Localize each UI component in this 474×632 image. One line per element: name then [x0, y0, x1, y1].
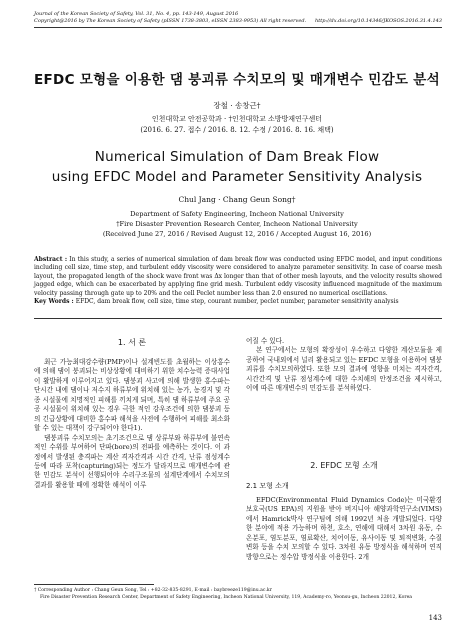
english-affiliation-1: Department of Safety Engineering, Incheon National University — [130, 210, 344, 218]
abstract-rule — [34, 318, 442, 319]
right-column-top — [246, 337, 442, 394]
footnote — [34, 588, 442, 601]
doi-link[interactable]: http://dx.doi.org/10.14346/JKOSOS.2016.31.4.143 — [315, 18, 442, 24]
intro-continuation: 어질 수 있다. — [246, 337, 285, 345]
journal-header-line2: Copyright@2016 by The Korean Society of Safety (pISSN 1738-3803, eISSN 2383-9953) All right reserved. — [34, 18, 307, 24]
korean-title: EFDC 모형을 이용한 댐 붕괴류 수치모의 및 매개변수 민감도 분석 — [34, 72, 440, 88]
abstract-label: Abstract : — [34, 256, 68, 263]
journal-header — [34, 11, 442, 25]
abstract — [34, 256, 442, 306]
intro-paragraph-1: 최근 가능최대강수량(PMP)이나 설계빈도를 초월하는 이상홍수에 의해 댐이 붕괴되는 비상상황에 대비하기 위한 치수능력 증대사업이 활발하게 이루어지고 있다. 댐붕괴 사고에 의해 발생한 홍수파는 단시간 내에 댐이나 저수지 하류부에 위치해 있는 농가, 농경지 및 각종 시설물에 치명적인 피해를 끼치게 되며, 특히 댐 하류부에 주요 공공 시설물이 위치해 있는 경우 극한 적인 강우조건에 의한 댐붕괴 등의 긴급상황에 대비한 홍수파 해석을 사전에 수행하여 피해를 최소화 할 수 있는 대책이 강구되어야 한다1). — [34, 358, 230, 433]
keywords-label: Key Words : — [34, 298, 74, 306]
page-number: 143 — [428, 614, 442, 622]
abstract-text: In this study, a series of numerical simulation of dam break flow was conducted using EFDC model, and input conditions including cell size, time step, and turbulent eddy viscosity were considered to analyze parameter sensitivity. In case of coarse mesh layout, the propagated length of the shock wave front was Δx longer than that of other mesh layouts, and the velocity results showed jagged edge, which can be exacerbated by applying fine grid mesh. Turbulent eddy viscosity influenced magnitude of the maximum velocity passing through gate up to 20% and the cell Peclet number less than 2.0 ensured no numerical oscillations. — [34, 256, 442, 297]
footnote-rule — [34, 584, 154, 585]
footnote-line2: Fire Disaster Prevention Research Center, Department of Safety Engineering, Incheon National University, 119, Academy-ro, Yeonsu-gu, Incheon 22012, Korea — [40, 594, 413, 600]
keywords-text: EFDC, dam break flow, cell size, time step, courant number, peclet number, parameter sensitivity analysis — [75, 298, 399, 306]
right-column-bottom — [246, 496, 442, 562]
english-dates: (Received June 27, 2016 / Revised August 12, 2016 / Accepted August 16, 2016) — [102, 230, 372, 238]
english-affiliation-2: †Fire Disaster Prevention Research Center, Incheon National University — [116, 220, 358, 228]
subsection-2-1-heading: 2.1 모형 소개 — [246, 482, 289, 490]
left-column — [34, 358, 230, 490]
english-title-line2: using EFDC Model and Parameter Sensitivity Analysis — [51, 169, 423, 185]
efdc-paragraph: EFDC(Environmental Fluid Dynamics Code)는 미국환경보호국(US EPA)의 지원을 받아 버지니아 해양과학연구소(VIMS)에서 Hamrick박사 연구팀에 의해 1992년 처음 개발되었다. 다양한 분야에 적용 가능하며 하천, 호소, 연해에 대해서 3차원 유동, 수온분포, 염도분포, 염료확산, 치어이동, 유사이동 및 퇴적변화, 수질변화 등을 수치 모의할 수 있다. 3차원 유동 방정식을 해석하며 연직 방향으로는 정수압 방정식을 이용한다. 2개 — [246, 496, 442, 561]
section-2-heading: 2. EFDC 모형 소개 — [310, 461, 378, 470]
footnote-line1: † Corresponding Author : Chang Geun Song, Tel : +82-32-835-8291, E-mail : baybreeze119@inu.ac.kr — [34, 588, 272, 593]
section-1-heading: 1. 서 론 — [117, 338, 147, 347]
intro-paragraph-2: 댐붕괴류 수치모의는 초기조건으로 댐 상류부와 하류부에 불연속적인 수위를 부여하여 단파(bore)의 전파를 예측하는 것이다. 이 과정에서 발생된 충격파는 계산 격자간격과 시간 간격, 난류 점성계수 등에 따라 포착(capturing)되는 정도가 달라지므로 매개변수에 관한 민감도 분석이 선행되어야 수리구조물의 설계단계에서 수치모의 결과를 활용할 때에 정확한 해석이 이루 — [34, 433, 230, 489]
english-authors: Chul Jang · Chang Geun Song† — [178, 195, 296, 204]
journal-header-line1: Journal of the Korean Society of Safety, Vol. 31, No. 4, pp. 143-149, August 2016 — [34, 11, 239, 17]
korean-affiliation: 인천대학교 안전공학과 · †인천대학교 소방방재연구센터 — [151, 115, 323, 123]
korean-authors: 장철 · 송창근† — [213, 101, 261, 110]
intro-paragraph-3: 본 연구에서는 모형의 확장성이 우수하고 다양한 계산모듈을 제공하여 국내외에서 널리 활용되고 있는 EFDC 모형을 이용하여 댐붕괴류를 수치모의하였다. 또한 모의 결과에 영향을 미치는 격자간격, 시간간격 및 난류 점성계수에 대한 수치해의 안정조건을 제시하고, 이에 따른 매개변수의 민감도를 분석하였다. — [246, 346, 442, 393]
korean-dates: (2016. 6. 27. 접수 / 2016. 8. 12. 수정 / 2016. 8. 16. 채택) — [140, 126, 334, 134]
header-rule — [34, 27, 442, 28]
english-title-line1: Numerical Simulation of Dam Break Flow — [94, 149, 380, 165]
